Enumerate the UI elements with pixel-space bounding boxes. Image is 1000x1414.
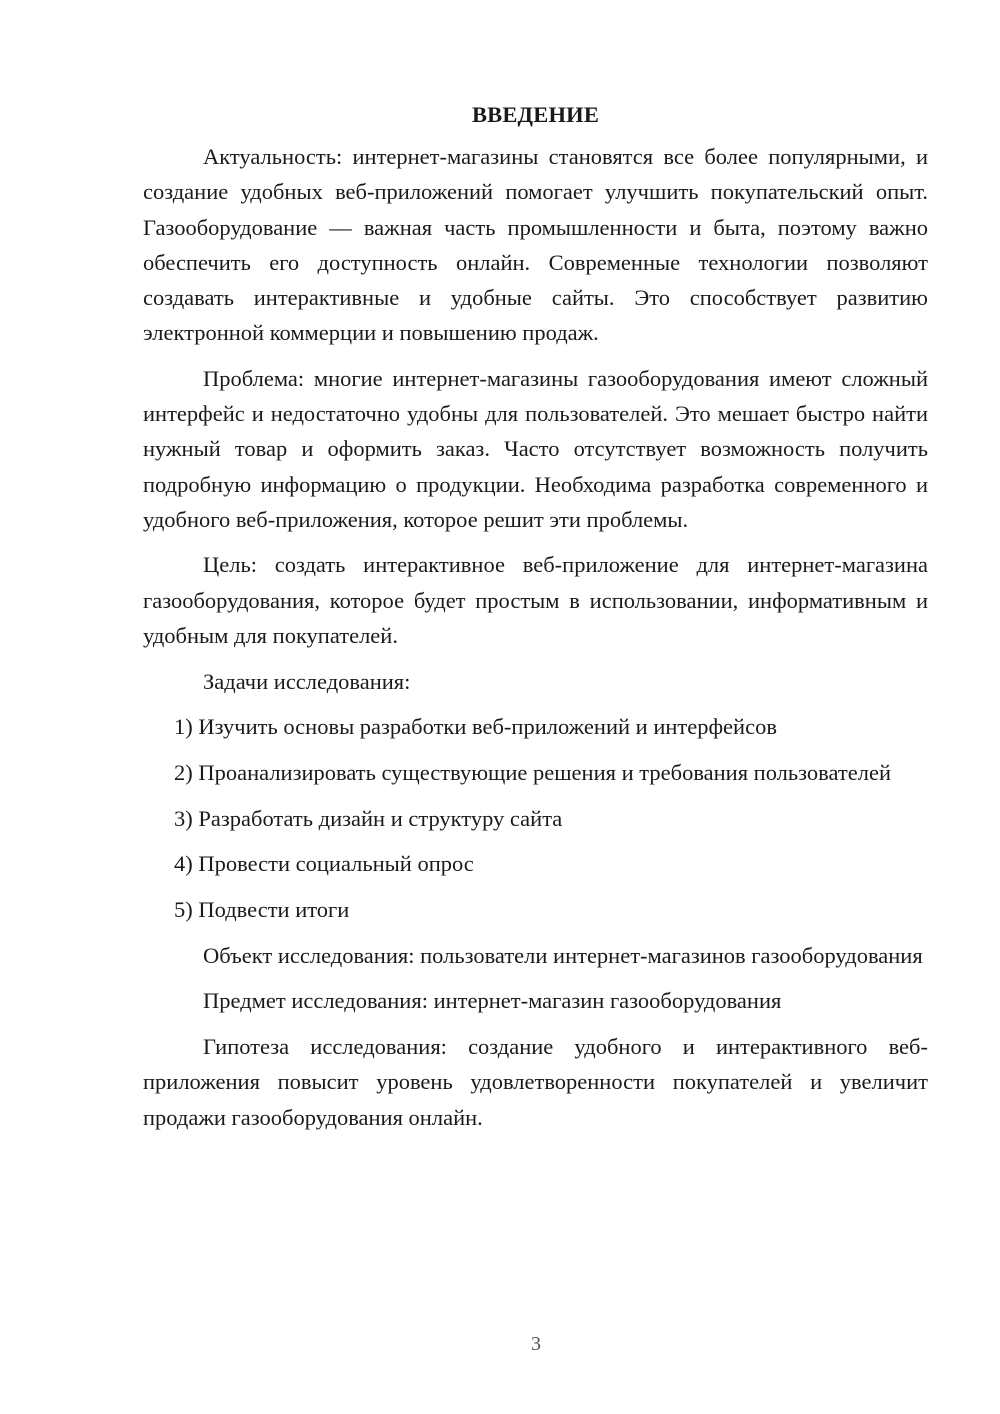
paragraph-problem: Проблема: многие интернет-магазины газооборудования имеют сложный интерфейс и недостаточно удобны для пользователей. Это мешает быстро найти нужный товар и оформить заказ. Часто отсутствует возможность получить подробную информацию о продукции. Необходима разработка современного и удобного веб-приложения, которое решит эти проблемы. <box>143 365 928 532</box>
page-number: 3 <box>531 1333 541 1355</box>
paragraph-subject: Предмет исследования: интернет-магазин газооборудования <box>203 988 782 1014</box>
document-page <box>143 97 928 1145</box>
tasks-heading: Задачи исследования: <box>203 668 411 694</box>
paragraph-object: Объект исследования: пользователи интернет-магазинов газооборудования <box>203 942 923 968</box>
task-item-3: 3) Разработать дизайн и структуру сайта <box>174 805 563 831</box>
paragraph-relevance: Актуальность: интернет-магазины становятся все более популярными, и создание удобных веб-приложений помогает улучшить покупательский опыт. Газооборудование — важная часть промышленности и быта, поэтому важно обеспечить его доступность онлайн. Современные технологии позволяют создавать интерактивные и удобные сайты. Это способствует развитию электронной коммерции и повышению продаж. <box>143 144 928 346</box>
task-item-5: 5) Подвести итоги <box>174 897 350 923</box>
section-title: ВВЕДЕНИЕ <box>471 102 600 127</box>
task-item-2: 2) Проанализировать существующие решения и требования пользователей <box>174 759 891 785</box>
task-item-1: 1) Изучить основы разработки веб-приложений и интерфейсов <box>174 714 777 740</box>
paragraph-goal: Цель: создать интерактивное веб-приложение для интернет-магазина газооборудования, которое будет простым в использовании, информативным и удобным для покупателей. <box>143 552 928 648</box>
task-item-4: 4) Провести социальный опрос <box>174 851 474 877</box>
paragraph-hypothesis: Гипотеза исследования: создание удобного и интерактивного веб-приложения повысит уровень удовлетворенности покупателей и увеличит продажи газооборудования онлайн. <box>143 1034 928 1130</box>
